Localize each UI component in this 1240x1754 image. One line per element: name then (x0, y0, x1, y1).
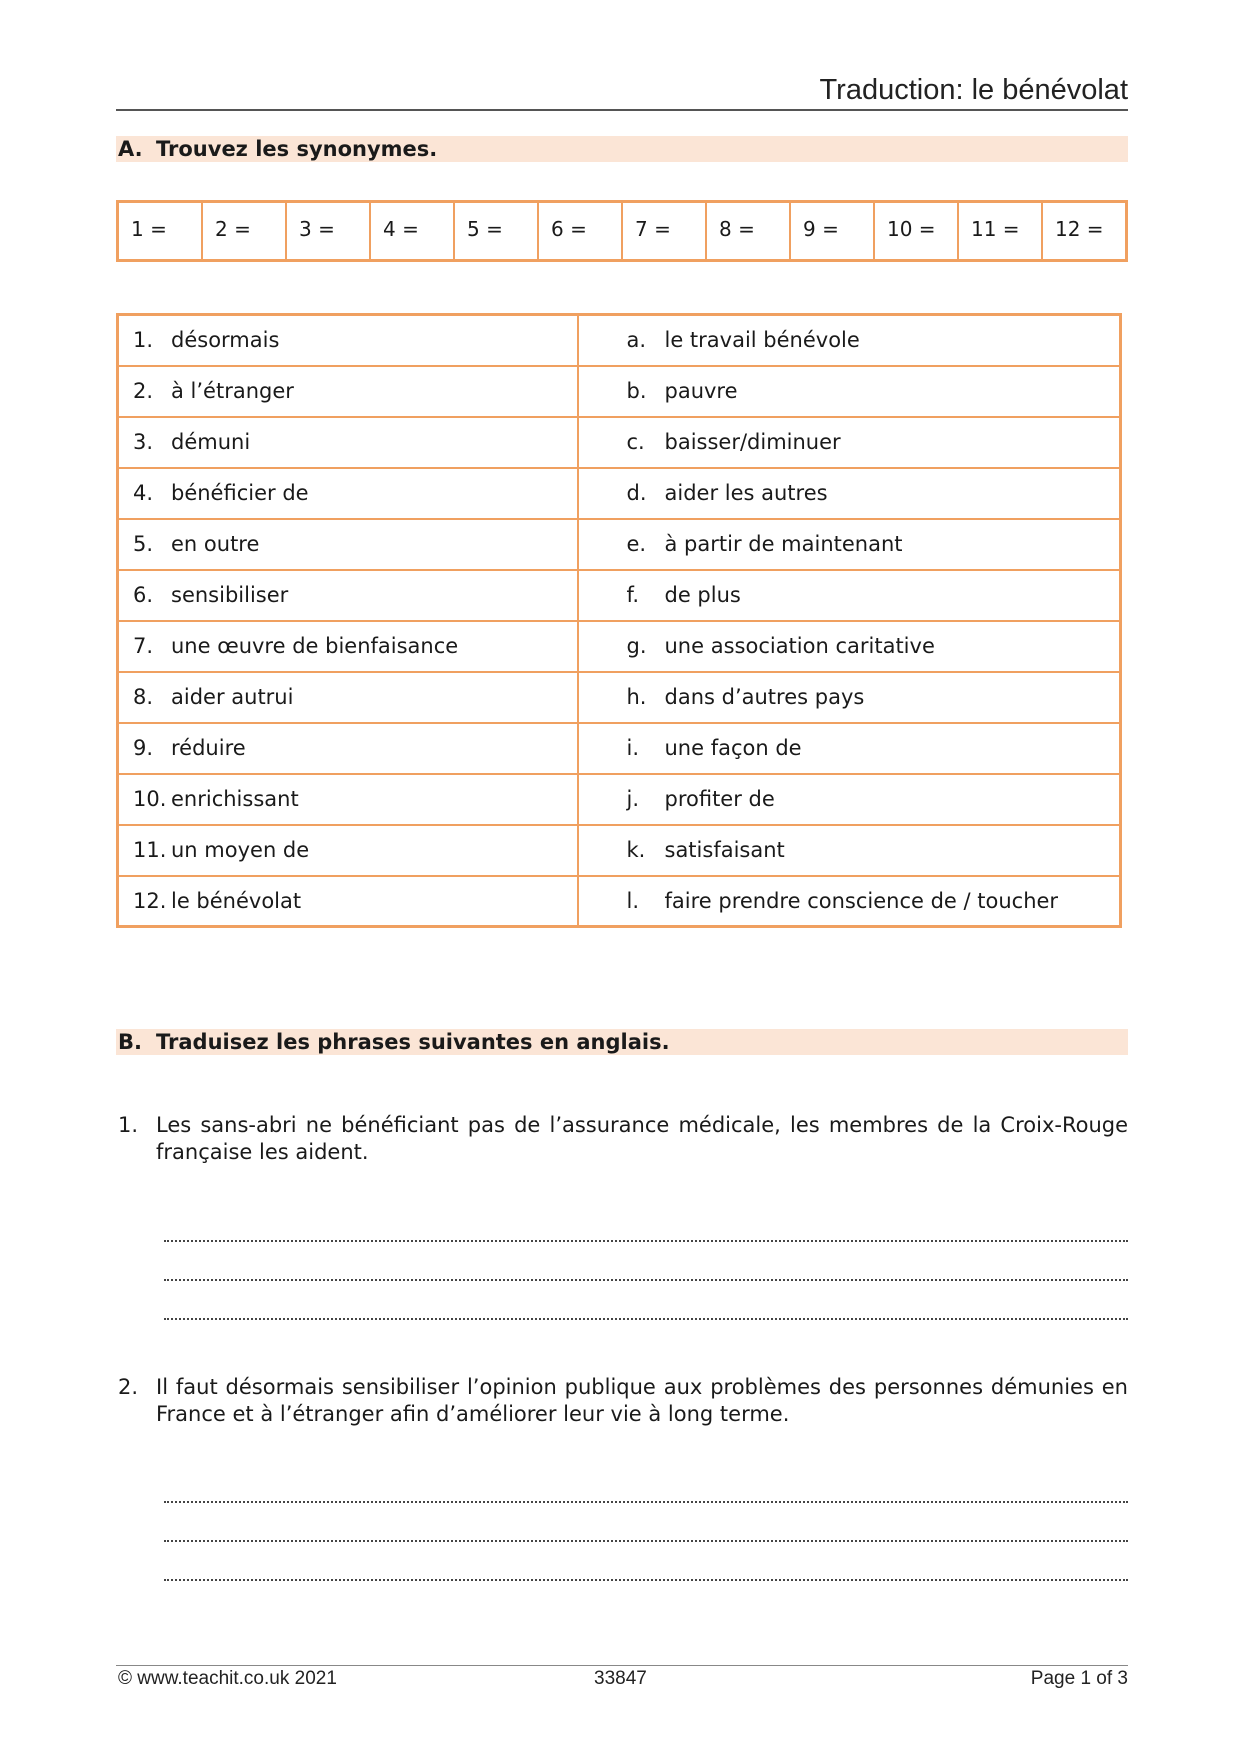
answer-line[interactable] (164, 1540, 1128, 1542)
right-text: une façon de (664, 736, 802, 760)
table-row (118, 570, 1121, 621)
left-term (118, 519, 578, 570)
left-text: enrichissant (171, 787, 299, 811)
section-a-letter: A. (118, 137, 143, 161)
answer-line[interactable] (164, 1279, 1128, 1281)
sentence-number: 2. (118, 1375, 139, 1399)
answer-cell-6[interactable]: 6 = (539, 203, 623, 259)
right-term (578, 774, 1121, 825)
table-row (118, 876, 1121, 927)
left-number: 12. (133, 888, 167, 913)
right-text: satisfaisant (664, 838, 785, 862)
left-text: à l’étranger (171, 379, 294, 403)
left-number: 11. (133, 838, 167, 862)
left-number: 10. (133, 787, 167, 811)
table-row (118, 468, 1121, 519)
section-b-heading (116, 1029, 1128, 1055)
left-number: 1. (133, 328, 154, 353)
table-row (118, 723, 1121, 774)
left-number: 2. (133, 379, 154, 403)
right-letter: h. (626, 685, 647, 709)
right-letter: b. (626, 379, 647, 403)
table-row (118, 621, 1121, 672)
answer-cell-1[interactable]: 1 = (119, 203, 203, 259)
table-row (118, 774, 1121, 825)
right-text: aider les autres (664, 481, 828, 505)
table-row (118, 519, 1121, 570)
answer-line[interactable] (164, 1579, 1128, 1581)
right-letter: f. (626, 583, 640, 607)
page-number: Page 1 of 3 (1030, 1668, 1128, 1689)
sentence-1 (118, 1112, 1128, 1166)
document-id: 33847 (594, 1668, 647, 1689)
left-term (118, 876, 578, 927)
left-text: sensibiliser (171, 583, 289, 607)
right-term (578, 876, 1121, 927)
page-title: Traduction: le bénévolat (819, 74, 1128, 106)
section-b-title: Traduisez les phrases suivantes en anglais. (156, 1030, 670, 1054)
left-text: le bénévolat (171, 888, 302, 913)
left-term (118, 723, 578, 774)
left-term (118, 825, 578, 876)
left-text: réduire (171, 736, 246, 760)
answer-cell-12[interactable]: 12 = (1055, 217, 1104, 241)
right-letter: k. (626, 838, 646, 862)
table-row (118, 366, 1121, 417)
sentence-number: 1. (118, 1113, 139, 1137)
right-term (578, 468, 1121, 519)
right-letter: d. (626, 481, 647, 505)
right-term (578, 621, 1121, 672)
right-term (578, 672, 1121, 723)
left-term (118, 366, 578, 417)
left-number: 6. (133, 583, 154, 607)
right-term (578, 570, 1121, 621)
right-letter: c. (626, 430, 645, 454)
sentence-text: Il faut désormais sensibiliser l’opinion publique aux problèmes des personnes démunies en France et à l’étranger afin d’améliorer leur vie à long terme. (156, 1375, 1128, 1426)
matching-table (116, 313, 1122, 928)
right-text: une association caritative (664, 634, 935, 658)
table-row (118, 672, 1121, 723)
answer-line[interactable] (164, 1240, 1128, 1242)
right-text: faire prendre conscience de / toucher (664, 888, 1059, 913)
right-text: profiter de (664, 787, 775, 811)
left-text: démuni (171, 430, 251, 454)
right-text: dans d’autres pays (664, 685, 865, 709)
left-term (118, 417, 578, 468)
answer-grid (116, 200, 1128, 262)
left-text: bénéficier de (171, 481, 309, 505)
left-term (118, 468, 578, 519)
header-divider (116, 109, 1128, 111)
answer-cell-7[interactable]: 7 = (623, 203, 707, 259)
answer-line[interactable] (164, 1318, 1128, 1320)
section-b-letter: B. (118, 1030, 142, 1054)
answer-cell-4[interactable]: 4 = (371, 203, 455, 259)
left-number: 9. (133, 736, 154, 760)
left-text: une œuvre de bienfaisance (171, 634, 459, 658)
right-text: baisser/diminuer (664, 430, 841, 454)
left-term (118, 570, 578, 621)
table-row (118, 315, 1121, 366)
answer-cell-5[interactable]: 5 = (455, 203, 539, 259)
footer-divider (116, 1665, 1128, 1666)
copyright-text: © www.teachit.co.uk 2021 (118, 1668, 337, 1689)
table-row (118, 825, 1121, 876)
left-number: 7. (133, 634, 154, 658)
section-a-heading (116, 136, 1128, 162)
table-row (118, 417, 1121, 468)
right-letter: j. (626, 787, 640, 811)
left-term (118, 672, 578, 723)
left-term (118, 315, 578, 366)
right-text: de plus (664, 583, 741, 607)
left-text: en outre (171, 532, 260, 556)
right-letter: g. (626, 634, 647, 658)
answer-cell-3[interactable]: 3 = (287, 203, 371, 259)
right-letter: a. (626, 328, 647, 353)
right-text: pauvre (664, 379, 738, 403)
right-text: le travail bénévole (664, 328, 860, 353)
left-term (118, 621, 578, 672)
right-term (578, 825, 1121, 876)
answer-cell-11[interactable]: 11 = (959, 203, 1043, 259)
right-letter: e. (626, 532, 647, 556)
answer-cell-8[interactable]: 8 = (707, 203, 791, 259)
left-text: un moyen de (171, 838, 310, 862)
sentence-text: Les sans-abri ne bénéficiant pas de l’assurance médicale, les membres de la Croix-Rouge française les aident. (156, 1113, 1128, 1164)
left-term (118, 774, 578, 825)
left-number: 4. (133, 481, 154, 505)
left-number: 3. (133, 430, 154, 454)
left-number: 5. (133, 532, 154, 556)
right-term (578, 417, 1121, 468)
answer-cell-9[interactable]: 9 = (791, 203, 875, 259)
right-letter: l. (626, 888, 640, 913)
section-a-title: Trouvez les synonymes. (156, 137, 438, 161)
right-term (578, 723, 1121, 774)
sentence-2 (118, 1374, 1128, 1428)
answer-line[interactable] (164, 1501, 1128, 1503)
answer-cell-2[interactable]: 2 = (203, 203, 287, 259)
right-letter: i. (626, 736, 640, 760)
right-term (578, 519, 1121, 570)
left-text: désormais (171, 328, 280, 353)
right-term (578, 315, 1121, 366)
right-text: à partir de maintenant (664, 532, 903, 556)
right-term (578, 366, 1121, 417)
left-number: 8. (133, 685, 154, 709)
left-text: aider autrui (171, 685, 294, 709)
answer-cell-10[interactable]: 10 = (875, 203, 959, 259)
